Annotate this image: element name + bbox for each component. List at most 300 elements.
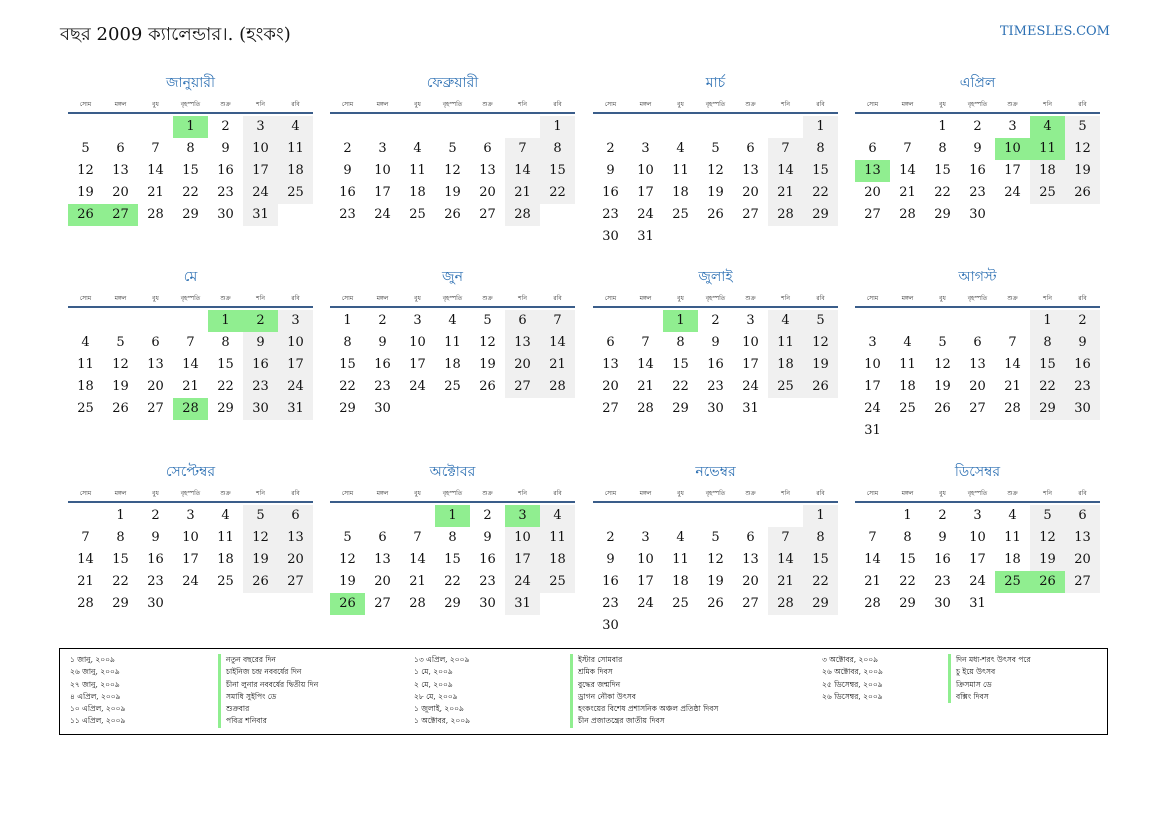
day-cell: 24 <box>182 574 199 589</box>
day-cell: 26 <box>934 401 951 416</box>
day-cell: 27 <box>602 401 619 416</box>
weekday-label: সোম <box>604 101 617 108</box>
weekday-header <box>593 487 838 503</box>
day-cell: 2 <box>606 141 615 156</box>
day-cell: 28 <box>768 204 803 226</box>
empty-cell <box>593 116 628 138</box>
day-cell: 20 <box>147 379 164 394</box>
holiday-date: ২৭ জানু, ২০০৯ <box>70 679 120 689</box>
weekday-header <box>330 98 575 114</box>
day-cell: 8 <box>938 141 947 156</box>
month-name: এপ্রিল <box>959 75 996 91</box>
weekday-header <box>68 98 313 114</box>
day-cell: 20 <box>742 185 759 200</box>
day-cell: 29 <box>217 401 234 416</box>
day-cell: 26 <box>707 596 724 611</box>
day-cell: 21 <box>768 571 803 593</box>
day-cell: 14 <box>77 552 94 567</box>
day-cell: 25 <box>278 182 313 204</box>
day-cell: 13 <box>147 357 164 372</box>
day-cell: 2 <box>606 530 615 545</box>
day-cell: 9 <box>606 163 615 178</box>
day-cell: 3 <box>278 310 313 332</box>
day-grid <box>593 116 838 248</box>
day-cell: 31 <box>864 423 881 438</box>
weekday-label: শুক্র <box>220 295 231 302</box>
day-cell: 2 <box>1065 310 1100 332</box>
empty-cell <box>103 116 138 138</box>
holiday-date: ১১ এপ্রিল, ২০০৯ <box>70 716 126 726</box>
day-cell: 26 <box>243 571 278 593</box>
day-cell: 23 <box>243 376 278 398</box>
day-cell: 5 <box>343 530 352 545</box>
day-cell: 15 <box>182 163 199 178</box>
day-cell: 2 <box>711 313 720 328</box>
holiday-date: ২৫ ডিসেম্বর, ২০০৯ <box>822 679 883 689</box>
day-cell: 28 <box>864 596 881 611</box>
day-cell: 16 <box>602 185 619 200</box>
empty-cell <box>663 505 698 527</box>
day-cell: 27 <box>969 401 986 416</box>
holiday-date: ২৮ মে, ২০০৯ <box>414 691 458 701</box>
holiday-day-cell: 10 <box>995 138 1030 160</box>
day-cell: 28 <box>768 593 803 615</box>
empty-cell <box>400 505 435 527</box>
day-cell: 2 <box>151 508 160 523</box>
weekday-label: রবি <box>553 490 562 497</box>
weekday-label: শনি <box>1043 490 1052 497</box>
empty-cell <box>855 310 890 332</box>
weekday-label: শুক্র <box>1007 295 1018 302</box>
holiday-day-cell: 4 <box>1030 116 1065 138</box>
day-cell: 12 <box>707 163 724 178</box>
day-cell: 22 <box>540 182 575 204</box>
weekday-label: বুধ <box>152 295 159 302</box>
weekday-label: বুধ <box>414 490 421 497</box>
weekday-label: শুক্র <box>220 101 231 108</box>
day-grid <box>68 116 313 226</box>
day-cell: 10 <box>505 527 540 549</box>
day-cell: 22 <box>934 185 951 200</box>
day-cell: 20 <box>969 379 986 394</box>
holiday-day-cell: 26 <box>68 204 103 226</box>
day-cell: 23 <box>707 379 724 394</box>
day-cell: 3 <box>243 116 278 138</box>
weekday-label: রবি <box>553 101 562 108</box>
legend-names-3 <box>948 654 1031 703</box>
day-cell: 10 <box>969 530 986 545</box>
weekday-label: শুক্র <box>745 295 756 302</box>
day-cell: 24 <box>374 207 391 222</box>
holiday-date: ১ জানু, ২০০৯ <box>70 655 115 664</box>
weekday-label: বুধ <box>939 295 946 302</box>
day-cell: 4 <box>413 141 422 156</box>
day-cell: 19 <box>1065 160 1100 182</box>
weekday-label: বুধ <box>414 101 421 108</box>
day-cell: 2 <box>378 313 387 328</box>
day-cell: 27 <box>742 596 759 611</box>
weekday-label: মঙ্গল <box>639 490 652 497</box>
empty-cell <box>68 116 103 138</box>
weekday-label: বৃহস্পতি <box>967 295 988 302</box>
weekday-label: মঙ্গল <box>639 295 652 302</box>
holiday-name: চু ইয়ে উৎসব <box>948 666 1031 678</box>
day-cell: 5 <box>803 310 838 332</box>
day-cell: 12 <box>934 357 951 372</box>
day-cell: 6 <box>151 335 160 350</box>
day-cell: 17 <box>243 160 278 182</box>
day-cell: 2 <box>973 119 982 134</box>
holiday-day-cell: 3 <box>505 505 540 527</box>
holiday-name: পবিত্র শনিবার <box>218 715 318 727</box>
day-cell: 20 <box>864 185 881 200</box>
day-cell: 2 <box>483 508 492 523</box>
day-cell: 30 <box>602 229 619 244</box>
day-cell: 19 <box>803 354 838 376</box>
holiday-date: ২৬ অক্টোবর, ২০০৯ <box>822 667 883 677</box>
month-name: ফেব্রুয়ারী <box>426 75 479 91</box>
holiday-name: ড্রাগন নৌকা উৎসব <box>570 691 718 703</box>
month-block <box>855 72 1100 226</box>
empty-cell <box>890 116 925 138</box>
weekday-header <box>855 292 1100 308</box>
day-cell: 17 <box>278 354 313 376</box>
weekday-label: মঙ্গল <box>114 490 127 497</box>
day-cell: 24 <box>505 571 540 593</box>
day-cell: 13 <box>742 163 759 178</box>
day-cell: 18 <box>1004 552 1021 567</box>
day-cell: 10 <box>742 335 759 350</box>
day-cell: 10 <box>374 163 391 178</box>
day-cell: 12 <box>803 332 838 354</box>
holiday-date: ১৩ এপ্রিল, ২০০৯ <box>414 655 470 664</box>
day-grid <box>68 505 313 615</box>
day-cell: 7 <box>903 141 912 156</box>
day-cell: 4 <box>278 116 313 138</box>
day-cell: 17 <box>637 574 654 589</box>
weekday-label: মঙ্গল <box>376 101 389 108</box>
day-cell: 23 <box>1065 376 1100 398</box>
day-cell: 11 <box>768 332 803 354</box>
month-name: জানুয়ারী <box>166 75 215 91</box>
weekday-label: শনি <box>781 295 790 302</box>
day-cell: 19 <box>934 379 951 394</box>
weekday-label: শুক্র <box>482 101 493 108</box>
day-cell: 9 <box>343 163 352 178</box>
day-cell: 16 <box>147 552 164 567</box>
day-cell: 28 <box>147 207 164 222</box>
day-cell: 11 <box>672 552 689 567</box>
day-cell: 11 <box>672 163 689 178</box>
day-cell: 31 <box>243 204 278 226</box>
page-title: বছর 2009 ক্যালেন্ডার।. (হংকং) <box>60 24 291 45</box>
day-cell: 8 <box>903 530 912 545</box>
holiday-name: ইস্টার সোমবার <box>570 654 718 666</box>
day-cell: 1 <box>540 116 575 138</box>
day-cell: 30 <box>147 596 164 611</box>
weekday-label: বুধ <box>677 295 684 302</box>
day-cell: 3 <box>641 141 650 156</box>
day-cell: 12 <box>707 552 724 567</box>
day-cell: 4 <box>676 530 685 545</box>
holiday-name: চাইনিজ চন্দ্র নববর্ষের দিন <box>218 666 318 678</box>
day-cell: 23 <box>969 185 986 200</box>
weekday-label: রবি <box>291 101 300 108</box>
weekday-label: শনি <box>781 101 790 108</box>
day-cell: 14 <box>409 552 426 567</box>
weekday-label: বৃহস্পতি <box>180 490 201 497</box>
day-cell: 15 <box>672 357 689 372</box>
month-block <box>593 72 838 248</box>
day-cell: 30 <box>243 398 278 420</box>
weekday-label: বৃহস্পতি <box>442 490 463 497</box>
day-cell: 8 <box>343 335 352 350</box>
day-cell: 16 <box>339 185 356 200</box>
holiday-name: বক্সিং দিবস <box>948 691 1031 703</box>
day-cell: 3 <box>973 508 982 523</box>
day-cell: 3 <box>1008 119 1017 134</box>
weekday-header <box>855 98 1100 114</box>
day-grid <box>855 505 1100 615</box>
empty-cell <box>330 116 365 138</box>
day-cell: 8 <box>803 527 838 549</box>
empty-cell <box>593 310 628 332</box>
day-cell: 6 <box>378 530 387 545</box>
day-cell: 1 <box>343 313 352 328</box>
day-cell: 13 <box>505 332 540 354</box>
day-cell: 3 <box>378 141 387 156</box>
day-cell: 7 <box>151 141 160 156</box>
day-cell: 29 <box>339 401 356 416</box>
holiday-name: ক্রিসমাস ডে <box>948 679 1031 691</box>
month-block <box>593 266 838 420</box>
empty-cell <box>960 310 995 332</box>
day-cell: 23 <box>602 207 619 222</box>
weekday-label: শনি <box>1043 101 1052 108</box>
day-cell: 6 <box>116 141 125 156</box>
day-cell: 12 <box>1030 527 1065 549</box>
day-cell: 17 <box>182 552 199 567</box>
day-cell: 9 <box>711 335 720 350</box>
day-cell: 5 <box>711 141 720 156</box>
empty-cell <box>698 505 733 527</box>
day-cell: 12 <box>1065 138 1100 160</box>
day-cell: 23 <box>217 185 234 200</box>
weekday-label: বৃহস্পতি <box>705 295 726 302</box>
day-cell: 19 <box>479 357 496 372</box>
day-cell: 7 <box>641 335 650 350</box>
day-cell: 10 <box>864 357 881 372</box>
day-cell: 28 <box>505 204 540 226</box>
day-cell: 28 <box>637 401 654 416</box>
holiday-name: বুদ্ধের জন্মদিন <box>570 679 718 691</box>
day-cell: 19 <box>339 574 356 589</box>
weekday-label: রবি <box>1078 101 1087 108</box>
day-cell: 12 <box>77 163 94 178</box>
day-cell: 17 <box>374 185 391 200</box>
day-cell: 20 <box>1065 549 1100 571</box>
site-link[interactable]: TIMESLES.COM <box>999 24 1110 39</box>
day-cell: 29 <box>803 204 838 226</box>
day-cell: 21 <box>409 574 426 589</box>
day-cell: 25 <box>540 571 575 593</box>
day-grid <box>330 505 575 615</box>
holiday-name: সমাধি সুইপিং ডে <box>218 691 318 703</box>
day-cell: 14 <box>505 160 540 182</box>
weekday-label: শনি <box>256 295 265 302</box>
day-cell: 21 <box>505 182 540 204</box>
day-cell: 5 <box>81 141 90 156</box>
day-cell: 12 <box>339 552 356 567</box>
holiday-name: হংকংয়ের বিশেষ প্রশাসনিক অঞ্চল প্রতিষ্ঠা দিবস <box>570 703 718 715</box>
empty-cell <box>435 116 470 138</box>
day-cell: 16 <box>1065 354 1100 376</box>
day-cell: 11 <box>899 357 916 372</box>
day-cell: 5 <box>116 335 125 350</box>
day-cell: 15 <box>803 160 838 182</box>
day-cell: 30 <box>602 618 619 633</box>
day-cell: 10 <box>182 530 199 545</box>
month-block <box>330 266 575 420</box>
day-cell: 3 <box>746 313 755 328</box>
day-cell: 18 <box>1030 160 1065 182</box>
holiday-day-cell: 1 <box>435 505 470 527</box>
day-cell: 6 <box>278 505 313 527</box>
day-cell: 24 <box>864 401 881 416</box>
day-cell: 25 <box>77 401 94 416</box>
empty-cell <box>593 505 628 527</box>
holiday-day-cell: 1 <box>663 310 698 332</box>
day-cell: 9 <box>243 332 278 354</box>
day-cell: 21 <box>899 185 916 200</box>
month-block <box>68 461 313 615</box>
day-cell: 21 <box>768 182 803 204</box>
day-cell: 6 <box>868 141 877 156</box>
empty-cell <box>995 310 1030 332</box>
empty-cell <box>400 116 435 138</box>
weekday-label: সোম <box>604 490 617 497</box>
day-cell: 10 <box>278 332 313 354</box>
day-cell: 27 <box>374 596 391 611</box>
day-cell: 1 <box>938 119 947 134</box>
day-cell: 21 <box>864 574 881 589</box>
day-cell: 6 <box>973 335 982 350</box>
day-cell: 15 <box>112 552 129 567</box>
holiday-date: ২৬ জানু, ২০০৯ <box>70 667 120 677</box>
holiday-day-cell: 27 <box>103 204 138 226</box>
holiday-date: ১ মে, ২০০৯ <box>414 667 453 677</box>
day-cell: 11 <box>409 163 426 178</box>
day-cell: 16 <box>707 357 724 372</box>
day-cell: 8 <box>540 138 575 160</box>
day-cell: 25 <box>1030 182 1065 204</box>
day-cell: 8 <box>1030 332 1065 354</box>
day-cell: 19 <box>243 549 278 571</box>
weekday-label: শুক্র <box>482 490 493 497</box>
day-cell: 29 <box>444 596 461 611</box>
day-cell: 22 <box>444 574 461 589</box>
day-cell: 8 <box>448 530 457 545</box>
holiday-day-cell: 1 <box>173 116 208 138</box>
weekday-header <box>855 487 1100 503</box>
weekday-label: রবি <box>291 295 300 302</box>
day-cell: 20 <box>505 354 540 376</box>
day-cell: 16 <box>602 574 619 589</box>
day-cell: 18 <box>217 552 234 567</box>
legend-names-2 <box>570 654 718 728</box>
day-cell: 3 <box>186 508 195 523</box>
day-cell: 30 <box>969 207 986 222</box>
holiday-day-cell: 11 <box>1030 138 1065 160</box>
day-cell: 21 <box>540 354 575 376</box>
month-name: সেপ্টেম্বর <box>165 464 216 480</box>
day-cell: 14 <box>1004 357 1021 372</box>
day-cell: 9 <box>221 141 230 156</box>
day-cell: 27 <box>479 207 496 222</box>
day-cell: 14 <box>637 357 654 372</box>
day-cell: 4 <box>540 505 575 527</box>
weekday-label: মঙ্গল <box>901 101 914 108</box>
day-cell: 20 <box>374 574 391 589</box>
empty-cell <box>138 310 173 332</box>
weekday-label: রবি <box>553 295 562 302</box>
day-cell: 12 <box>444 163 461 178</box>
day-cell: 18 <box>409 185 426 200</box>
day-cell: 25 <box>672 596 689 611</box>
day-cell: 29 <box>803 593 838 615</box>
day-cell: 15 <box>803 549 838 571</box>
day-cell: 2 <box>938 508 947 523</box>
day-cell: 13 <box>374 552 391 567</box>
day-cell: 9 <box>378 335 387 350</box>
day-cell: 7 <box>186 335 195 350</box>
weekday-label: বৃহস্পতি <box>442 295 463 302</box>
weekday-label: বৃহস্পতি <box>442 101 463 108</box>
day-cell: 15 <box>339 357 356 372</box>
day-cell: 10 <box>637 552 654 567</box>
day-cell: 22 <box>182 185 199 200</box>
day-cell: 22 <box>672 379 689 394</box>
day-cell: 19 <box>77 185 94 200</box>
day-cell: 13 <box>1065 527 1100 549</box>
day-cell: 15 <box>934 163 951 178</box>
day-cell: 26 <box>479 379 496 394</box>
weekday-label: সোম <box>79 101 92 108</box>
holiday-day-cell: 2 <box>243 310 278 332</box>
month-block <box>330 72 575 226</box>
empty-cell <box>768 116 803 138</box>
day-cell: 25 <box>217 574 234 589</box>
legend-dates-1 <box>70 654 125 728</box>
day-cell: 31 <box>505 593 540 615</box>
holiday-name: দিন মধ্য-শরৎ উৎসব পরে <box>948 654 1031 666</box>
day-cell: 31 <box>742 401 759 416</box>
month-name: জুলাই <box>698 269 733 285</box>
day-cell: 10 <box>243 138 278 160</box>
day-cell: 30 <box>707 401 724 416</box>
day-grid <box>593 505 838 637</box>
month-block <box>68 266 313 420</box>
day-cell: 10 <box>409 335 426 350</box>
day-cell: 23 <box>602 596 619 611</box>
day-cell: 22 <box>112 574 129 589</box>
weekday-label: শুক্র <box>745 101 756 108</box>
day-cell: 6 <box>746 530 755 545</box>
day-cell: 20 <box>602 379 619 394</box>
day-cell: 9 <box>973 141 982 156</box>
day-cell: 8 <box>676 335 685 350</box>
day-cell: 27 <box>505 376 540 398</box>
